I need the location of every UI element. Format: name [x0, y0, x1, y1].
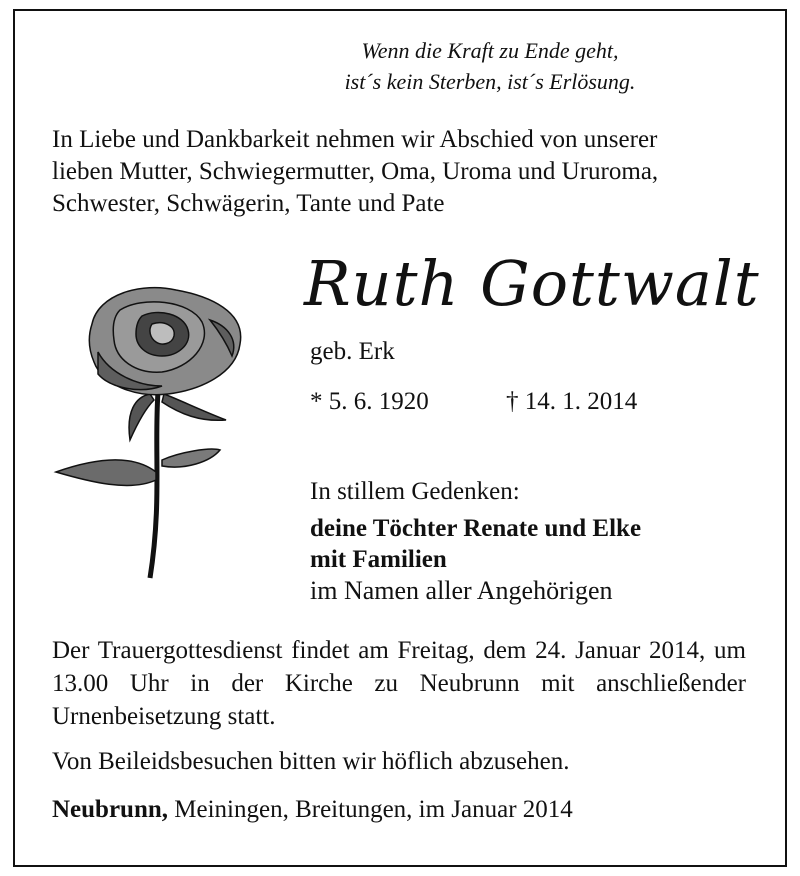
- mourners-line-1: deine Töchter Renate und Elke: [310, 515, 642, 542]
- mourners-line-3: im Namen aller Angehörigen: [310, 576, 613, 605]
- birth-date: * 5. 6. 1920: [310, 388, 429, 415]
- service-info: Der Trauergottesdienst findet am Freitag, dem 24. Januar 2014, um 13.00 Uhr in der Kirche zu Neubrunn mit anschließender Urnenbeisetzung statt.: [52, 637, 746, 730]
- intro-line-2: lieben Mutter, Schwiegermutter, Oma, Uroma und Ururoma,: [52, 158, 659, 185]
- death-date: † 14. 1. 2014: [506, 388, 638, 415]
- intro-line-3: Schwester, Schwägerin, Tante und Pate: [52, 190, 445, 217]
- place-town: Neubrunn,: [52, 796, 169, 823]
- motto-line-2: ist´s kein Sterben, ist´s Erlösung.: [344, 69, 636, 94]
- birth-name: geb. Erk: [310, 338, 395, 365]
- condolence-request: Von Beileidsbesuchen bitten wir höflich abzusehen.: [52, 748, 570, 775]
- motto-line-1: Wenn die Kraft zu Ende geht,: [361, 38, 619, 63]
- deceased-name: Ruth Gottwalt: [304, 247, 760, 320]
- motto: [300, 35, 680, 97]
- place-rest: Meiningen, Breitungen, im Januar 2014: [168, 796, 573, 823]
- mourners-line-2: mit Familien: [310, 546, 447, 573]
- mourners-list: [310, 513, 780, 606]
- place-and-date: [52, 794, 573, 826]
- memoriam-heading: In stillem Gedenken:: [310, 478, 520, 505]
- rose-icon: [50, 282, 250, 582]
- intro-line-1: In Liebe und Dankbarkeit nehmen wir Abschied von unserer: [52, 126, 658, 153]
- intro-text: [52, 124, 750, 220]
